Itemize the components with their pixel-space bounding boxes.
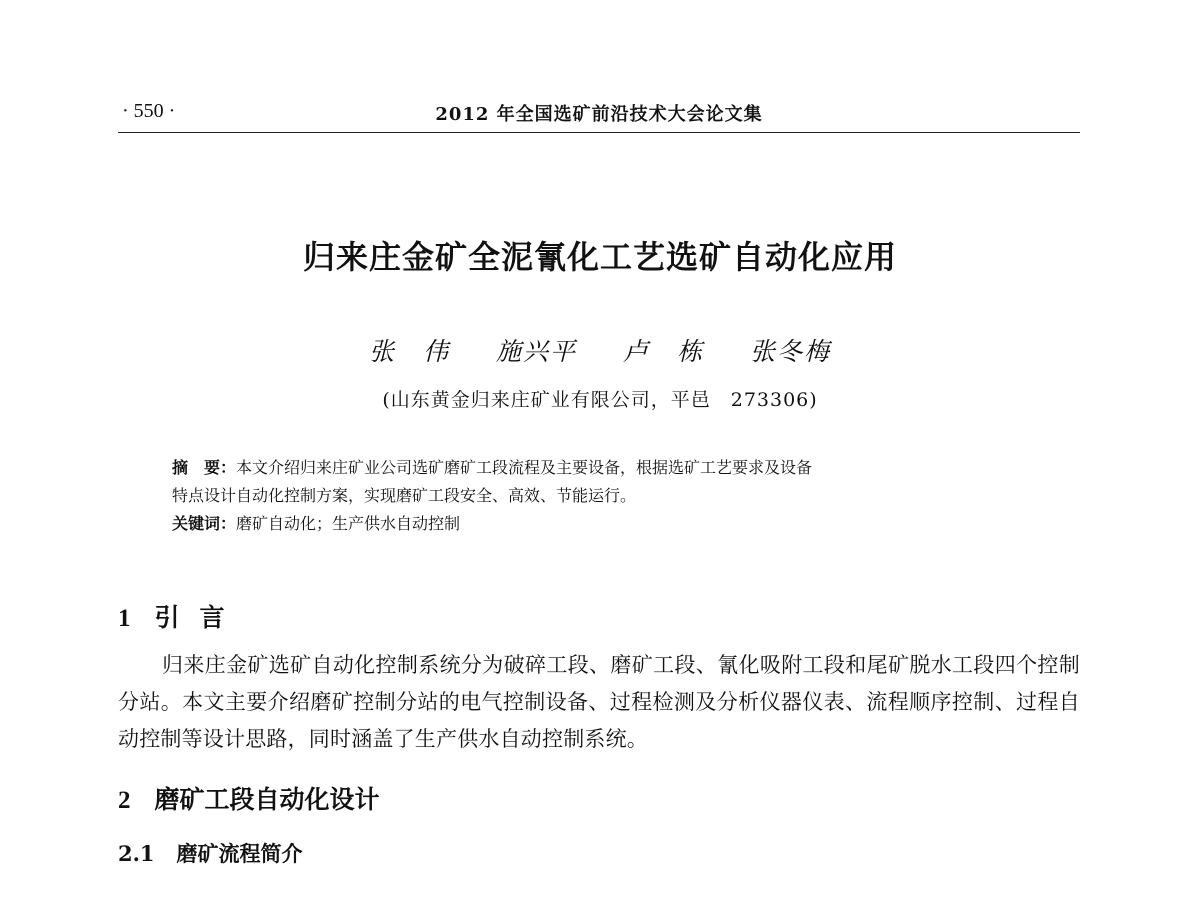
page-number: · 550 · <box>122 100 176 122</box>
subsection-number: 2.1 <box>118 841 155 866</box>
author-name: 张冬梅 <box>749 337 831 366</box>
keywords: 磨矿自动化；生产供水自动控制 <box>236 514 461 533</box>
author-list <box>0 332 1200 368</box>
author-name: 施兴平 <box>496 337 578 366</box>
running-header <box>118 96 1080 133</box>
keywords-label: 关键词： <box>172 514 237 533</box>
affiliation: (山东黄金归来庄矿业有限公司，平邑 273306) <box>382 389 818 411</box>
abstract-line <box>172 454 1052 482</box>
paper-title: 归来庄金矿全泥氰化工艺选矿自动化应用 <box>302 238 897 276</box>
journal-title: 2012 年全国选矿前沿技术大会论文集 <box>435 104 763 125</box>
subsection-title: 磨矿流程简介 <box>176 841 303 866</box>
abstract-label: 摘 要： <box>172 458 237 477</box>
abstract <box>172 454 1052 538</box>
author-name: 张 伟 <box>369 337 451 366</box>
section-heading-intro <box>118 598 245 634</box>
keywords-line <box>172 510 1052 538</box>
subsection-heading <box>118 838 303 868</box>
abstract-line: 特点设计自动化控制方案，实现磨矿工段安全、高效、节能运行。 <box>172 486 637 505</box>
section-number: 2 <box>118 787 131 814</box>
abstract-text: 本文介绍归来庄矿业公司选矿磨矿工段流程及主要设备，根据选矿工艺要求及设备 <box>236 458 813 477</box>
intro-paragraph: 归来庄金矿选矿自动化控制系统分为破碎工段、磨矿工段、氰化吸附工段和尾矿脱水工段四个控制分站。本文主要介绍磨矿控制分站的电气控制设备、过程检测及分析仪器仪表、流程顺序控制、过程自动控制等设计思路，同时涵盖了生产供水自动控制系统。 <box>118 653 1080 751</box>
section-number: 1 <box>118 605 131 632</box>
author-name: 卢 栋 <box>622 337 704 366</box>
section-title: 磨矿工段自动化设计 <box>154 785 380 814</box>
section-title: 引言 <box>154 603 245 632</box>
section-heading-grinding <box>118 780 380 816</box>
